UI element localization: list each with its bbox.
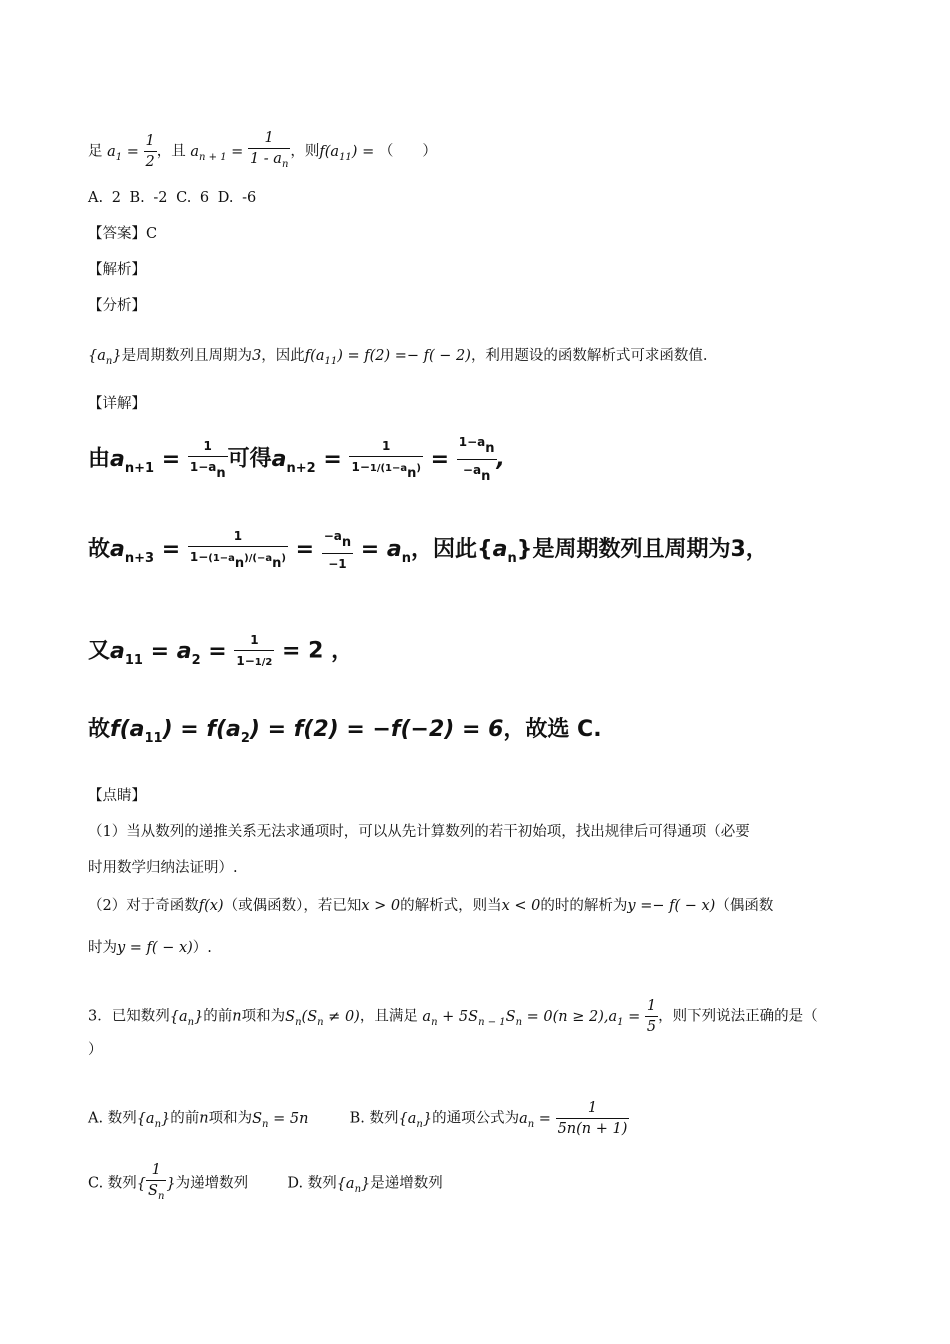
q2-target-formula: $f(a_{11})$ = xyxy=(319,143,379,163)
detail-line-1 xyxy=(88,432,505,487)
detail-l2-c: }是周期数列且周期为3， xyxy=(516,537,768,562)
answer-value: C xyxy=(146,226,158,242)
detail-l1-formula-1: $a_{n+1}$ = $\frac{1}{1-an}$ xyxy=(110,447,228,472)
q3-optA-2: 的前 xyxy=(170,1110,200,1127)
q3-stem xyxy=(88,996,818,1037)
q2-paren: （ ） xyxy=(378,143,437,160)
q2-stem xyxy=(88,128,437,175)
q2-cond-sep: ，且 xyxy=(156,143,186,160)
analysis-seq-formula: $\{a_n\}$ xyxy=(88,348,122,367)
q3-optC-1: C. 数列 xyxy=(88,1175,137,1192)
detail-l1-formula-2: $a_{n+2}$ = $\frac{1}{1-1/(1-an)}$ = $\frac{1-an}{-an}$ , xyxy=(272,447,505,472)
detail-l2-formula: $a_{n+3}$ = $\frac{1}{1-(1-an)/(-an)}$ = $\frac{-an}{-1}$ = $a_n$ xyxy=(110,537,411,562)
note-2a-3: 的解析式，则当 xyxy=(400,898,502,914)
q2-prefix: 足 xyxy=(88,143,103,160)
detail-line-3 xyxy=(88,630,353,673)
analysis-t1: 是周期数列且周期为 xyxy=(121,348,253,364)
q3-optC-2: 为递增数列 xyxy=(175,1175,249,1192)
q2-a1-formula: $a_1$ = $\frac{1}{2}$ xyxy=(102,133,155,170)
note-even-formula: y = f( − x) xyxy=(117,940,193,956)
detail-heading: 【详解】 xyxy=(88,396,146,412)
q3-optD-seq: $\{a_n\}$ xyxy=(336,1175,371,1195)
q3-l1-d: ，且满足 xyxy=(359,1008,418,1025)
q3-optA-1: A. 数列 xyxy=(88,1110,137,1127)
q3-optA-3: 项和为 xyxy=(208,1110,253,1127)
q2-recurrence-formula: $a_{n + 1}$ = $\frac{1}{1 - a_n}$ xyxy=(186,144,291,160)
jiexi-heading: 【解析】 xyxy=(88,262,146,278)
answer-line xyxy=(88,224,157,244)
detail-l1-a: 由 xyxy=(88,446,111,472)
detail-line-2 xyxy=(88,526,768,574)
q3-optB-formula: $a_n$ = $\frac{1}{5n(n + 1)}$ xyxy=(519,1100,628,1137)
q3-optA-n: n xyxy=(199,1110,209,1127)
q3-optB-seq: $\{a_n\}$ xyxy=(398,1110,433,1130)
detail-l4-b: ，故选 C. xyxy=(503,717,602,742)
note-1a: （1）当从数列的递推关系无法求通项时，可以从先计算数列的若干初始项，找出规律后可得通项（必要 xyxy=(88,824,750,840)
note-x-pos: x > 0 xyxy=(361,898,401,914)
q3-l1-a: 3．已知数列 xyxy=(88,1008,170,1025)
q3-optB-1: B. 数列 xyxy=(349,1110,399,1127)
detail-l4-formula: $f(a_{11}) = f(a_2) = f(2) = -f(-2) = 6$ xyxy=(110,717,504,746)
detail-l3-a: 又 xyxy=(88,638,111,664)
note-fx: f(x) xyxy=(198,898,224,914)
q3-l2: ） xyxy=(88,1042,103,1058)
note-2a-2: （或偶函数），若已知 xyxy=(223,898,362,914)
note-2a-1: （2）对于奇函数 xyxy=(88,898,199,914)
q3-optB-2: 的通项公式为 xyxy=(432,1110,520,1127)
q2-options: A. 2 B. -2 C. 6 D. -6 xyxy=(88,190,257,206)
q3-optD-1: D. 数列 xyxy=(287,1175,337,1192)
note-2b xyxy=(88,938,212,958)
dianjing-heading: 【点睛】 xyxy=(88,788,146,804)
note-x-neg: x < 0 xyxy=(501,898,541,914)
note-2b-1: 时为 xyxy=(88,940,117,956)
detail-l1-b: 可得 xyxy=(227,446,272,472)
q3-n: n xyxy=(232,1008,242,1025)
note-1b: 时用数学归纳法证明）. xyxy=(88,860,238,876)
q3-sn: $S_n(S_n \ne 0)$ xyxy=(285,1008,360,1028)
q3-l1-b: 的前 xyxy=(203,1008,233,1025)
q3-optA-formula: $S_n = 5n$ xyxy=(252,1110,309,1130)
q3-options-cd xyxy=(88,1160,443,1207)
q3-seq: $\{a_n\}$ xyxy=(169,1008,204,1028)
analysis-formula: $f(a_{11}) = f(2) =- f( - 2)$ xyxy=(304,348,471,367)
note-2a-4: 的时的解析为 xyxy=(540,898,628,914)
note-2a-5: （偶函数 xyxy=(715,898,774,914)
q3-condition: $a_n + 5S_{n - 1}S_n = 0(n \ge 2),a_1$ = $\frac{1}{5}$ xyxy=(417,998,657,1035)
detail-line-4 xyxy=(88,717,602,749)
detail-l3-formula: $a_{11} = a_2$ = $\frac{1}{1-1/2}$ xyxy=(110,639,282,664)
q3-optC-formula: { $\frac{1}{S_n}$ } xyxy=(137,1176,176,1192)
q3-l1-e: ，则下列说法正确的是（ xyxy=(658,1008,818,1025)
q3-options-ab xyxy=(88,1098,629,1139)
q3-optA-seq: $\{a_n\}$ xyxy=(136,1110,171,1130)
note-2b-2: ）. xyxy=(192,940,212,956)
detail-l2-a: 故 xyxy=(88,537,111,562)
analysis-t3: ，因此 xyxy=(261,348,305,364)
fenxi-heading: 【分析】 xyxy=(88,298,146,314)
note-odd-formula: y =− f( − x) xyxy=(627,898,716,914)
analysis-line xyxy=(88,346,708,372)
q3-l1-c: 项和为 xyxy=(241,1008,286,1025)
q3-optD-2: 是递增数列 xyxy=(370,1175,443,1192)
note-2a xyxy=(88,896,773,916)
detail-l2-b: ，因此{ xyxy=(411,537,493,562)
q2-then: ，则 xyxy=(290,143,320,160)
analysis-period: 3 xyxy=(252,348,262,364)
detail-l2-seq: $a_n$ xyxy=(492,537,517,566)
detail-l4-a: 故 xyxy=(88,717,111,742)
answer-label: 【答案】 xyxy=(88,226,146,242)
analysis-t4: ，利用题设的函数解析式可求函数值. xyxy=(470,348,708,364)
detail-l3-b: = 2 ， xyxy=(282,638,354,664)
